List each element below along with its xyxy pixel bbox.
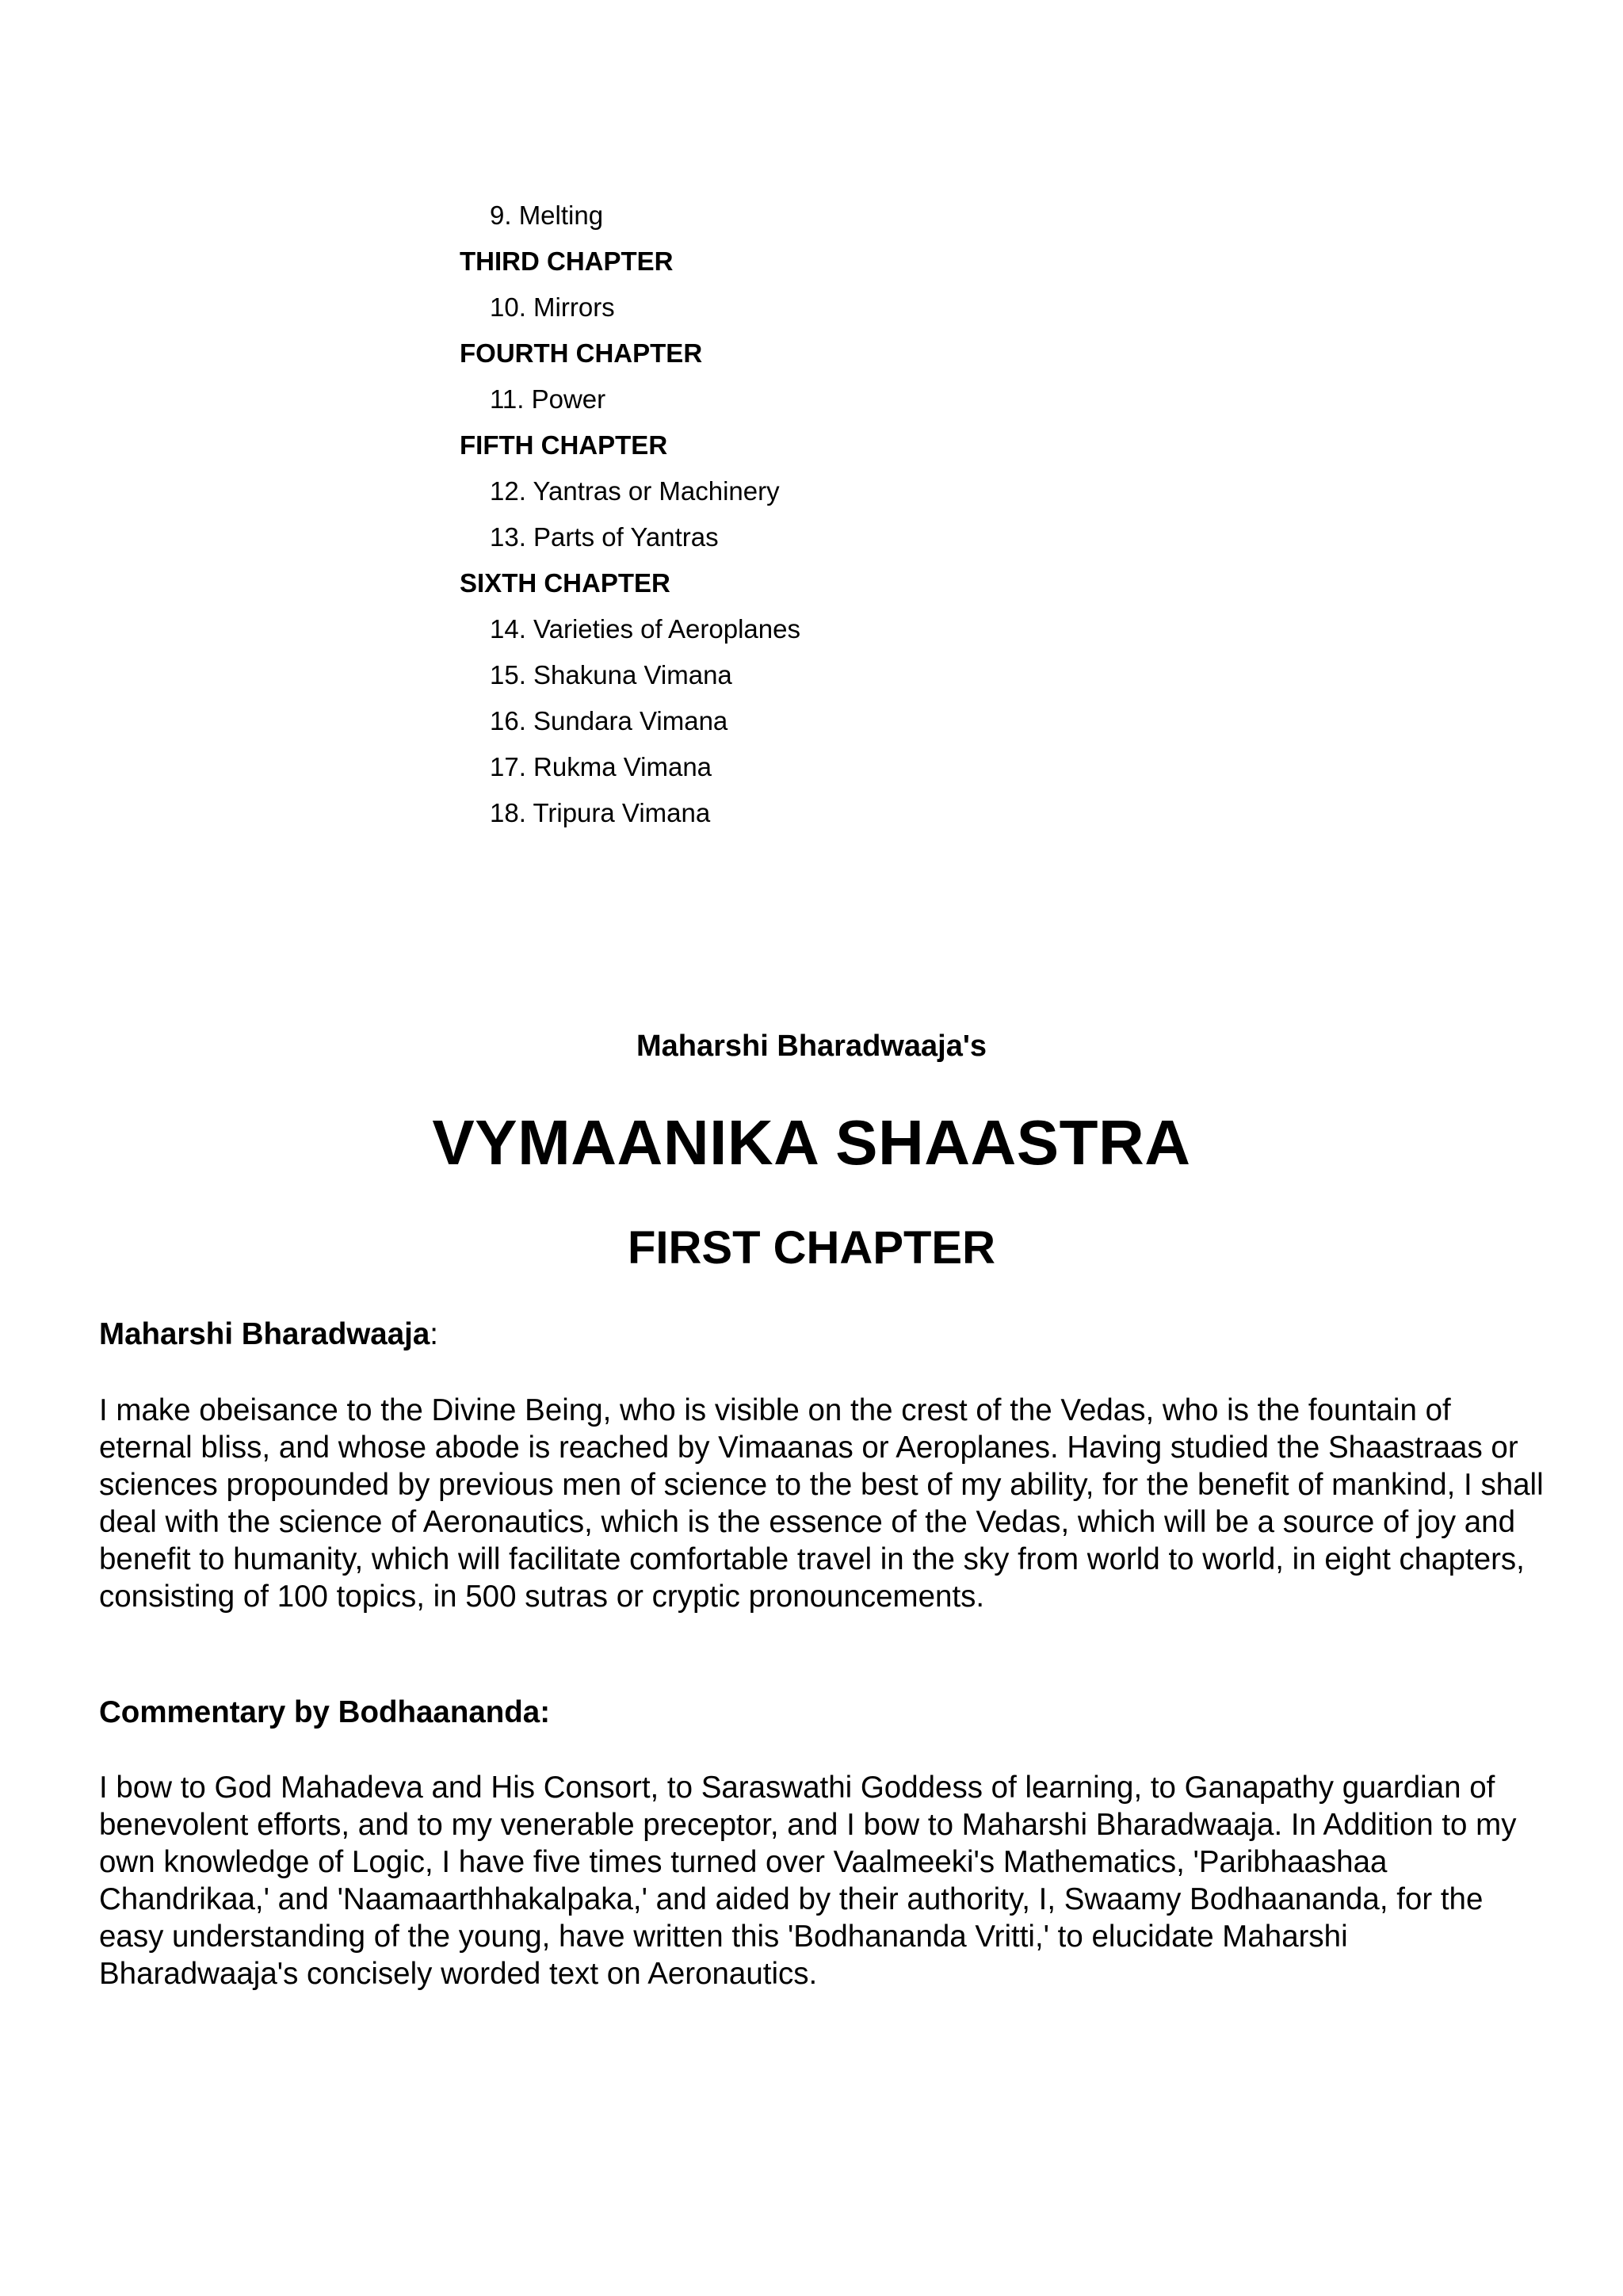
speaker-colon: : [430, 1317, 438, 1351]
toc-item: 13. Parts of Yantras [490, 522, 719, 552]
toc-item: 14. Varieties of Aeroplanes [490, 614, 800, 644]
toc-item: 15. Shakuna Vimana [490, 660, 732, 690]
author-line: Maharshi Bharadwaaja's [636, 1030, 987, 1063]
toc-chapter-heading: FOURTH CHAPTER [460, 338, 703, 368]
speaker-line [99, 1316, 1549, 1353]
sutra-paragraph: I make obeisance to the Divine Being, who is visible on the crest of the Vedas, who is the fountain of eternal bliss, and whose abode is reached by Vimaanas or Aeroplanes. Having studied the Shaastraas or sciences propounded by previous men of science to the best of my ability, for the benefit of mankind, I shall deal with the science of Aeronautics, which is the essence of the Vedas, which will be a source of joy and benefit to humanity, which will facilitate comfortable travel in the sky from world to world, in eight chapters, consisting of 100 topics, in 500 sutras or cryptic pronouncements. [99, 1393, 1544, 1614]
toc-chapter-heading: FIFTH CHAPTER [460, 430, 668, 460]
table-of-contents [460, 195, 1173, 839]
toc-chapter-heading: SIXTH CHAPTER [460, 568, 670, 598]
chapter-title: FIRST CHAPTER [628, 1222, 995, 1274]
toc-item: 11. Power [490, 384, 606, 414]
toc-item: 9. Melting [490, 201, 604, 230]
toc-item: 17. Rukma Vimana [490, 752, 712, 781]
toc-item: 12. Yantras or Machinery [490, 476, 780, 506]
toc-chapter-heading: THIRD CHAPTER [460, 246, 674, 276]
toc-item: 18. Tripura Vimana [490, 798, 711, 827]
commentary-heading: Commentary by Bodhaananda: [99, 1695, 551, 1729]
toc-item: 16. Sundara Vimana [490, 706, 728, 735]
commentary-paragraph: I bow to God Mahadeva and His Consort, to Saraswathi Goddess of learning, to Ganapathy guardian of benevolent efforts, and to my venerable preceptor, and I bow to Maharshi Bharadwaaja. In Addition to my own knowledge of Logic, I have five times turned over Vaalmeeki's Mathematics, 'Paribhaashaa Chandrikaa,' and 'Naamaarthhakalpaka,' and aided by their authority, I, Swaamy Bodhaananda, for the easy understanding of the young, have written this 'Bodhananda Vritti,' to elucidate Maharshi Bharadwaaja's concisely worded text on Aeronautics. [99, 1771, 1517, 1991]
toc-item: 10. Mirrors [490, 292, 615, 322]
book-title: VYMAANIKA SHAASTRA [432, 1107, 1191, 1178]
speaker-name: Maharshi Bharadwaaja [99, 1317, 430, 1351]
